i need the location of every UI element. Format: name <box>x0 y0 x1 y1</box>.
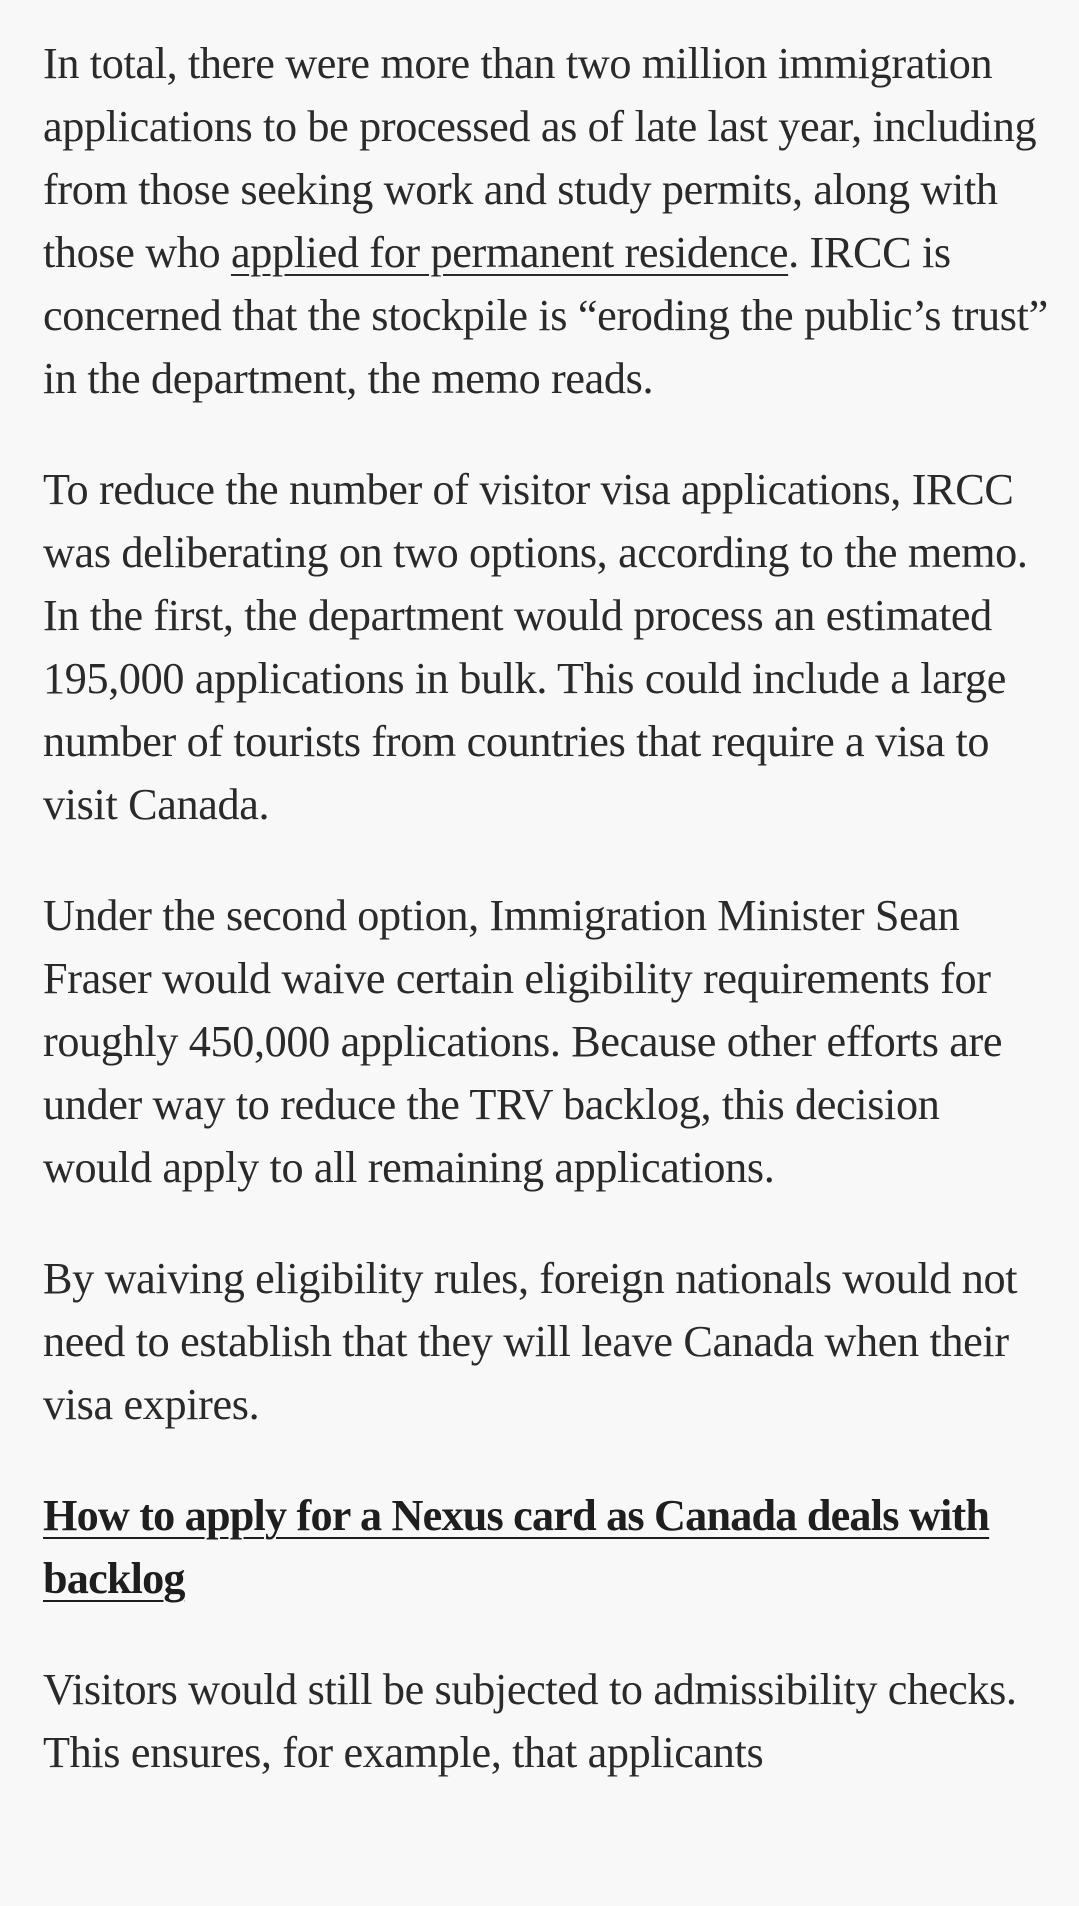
paragraph-text: . IRCC is concerned that the stockpile is “eroding the public’s trust” in the department, the memo reads. <box>43 228 1048 403</box>
paragraph-text: In total, there were more than two million immigration applications to be processed as of late last year, including from those seeking work and study permits, along with those who <box>43 39 1037 277</box>
permanent-residence-link[interactable]: applied for permanent residence <box>230 228 789 277</box>
related-article <box>43 1484 1048 1610</box>
paragraph-options: To reduce the number of visitor visa applications, IRCC was deliberating on two options, according to the memo. In the first, the department would process an estimated 195,000 applications in bulk. This could include a large number of tourists from countries that require a visa to visit Canada. <box>43 465 1028 829</box>
paragraph-second-option: Under the second option, Immigration Minister Sean Fraser would waive certain eligibility requirements for roughly 450,000 applications. Because other efforts are under way to reduce the TRV backlog, this decision would apply to all remaining applications. <box>43 891 1003 1192</box>
paragraph-backlog-total <box>43 32 1048 410</box>
related-article-link[interactable]: How to apply for a Nexus card as Canada deals with backlog <box>43 1491 990 1603</box>
paragraph-admissibility: Visitors would still be subjected to admissibility checks. This ensures, for example, that applicants <box>43 1665 1017 1777</box>
paragraph-waiving-rules: By waiving eligibility rules, foreign nationals would not need to establish that they will leave Canada when their visa expires. <box>43 1254 1018 1429</box>
article-body <box>43 32 1048 1832</box>
